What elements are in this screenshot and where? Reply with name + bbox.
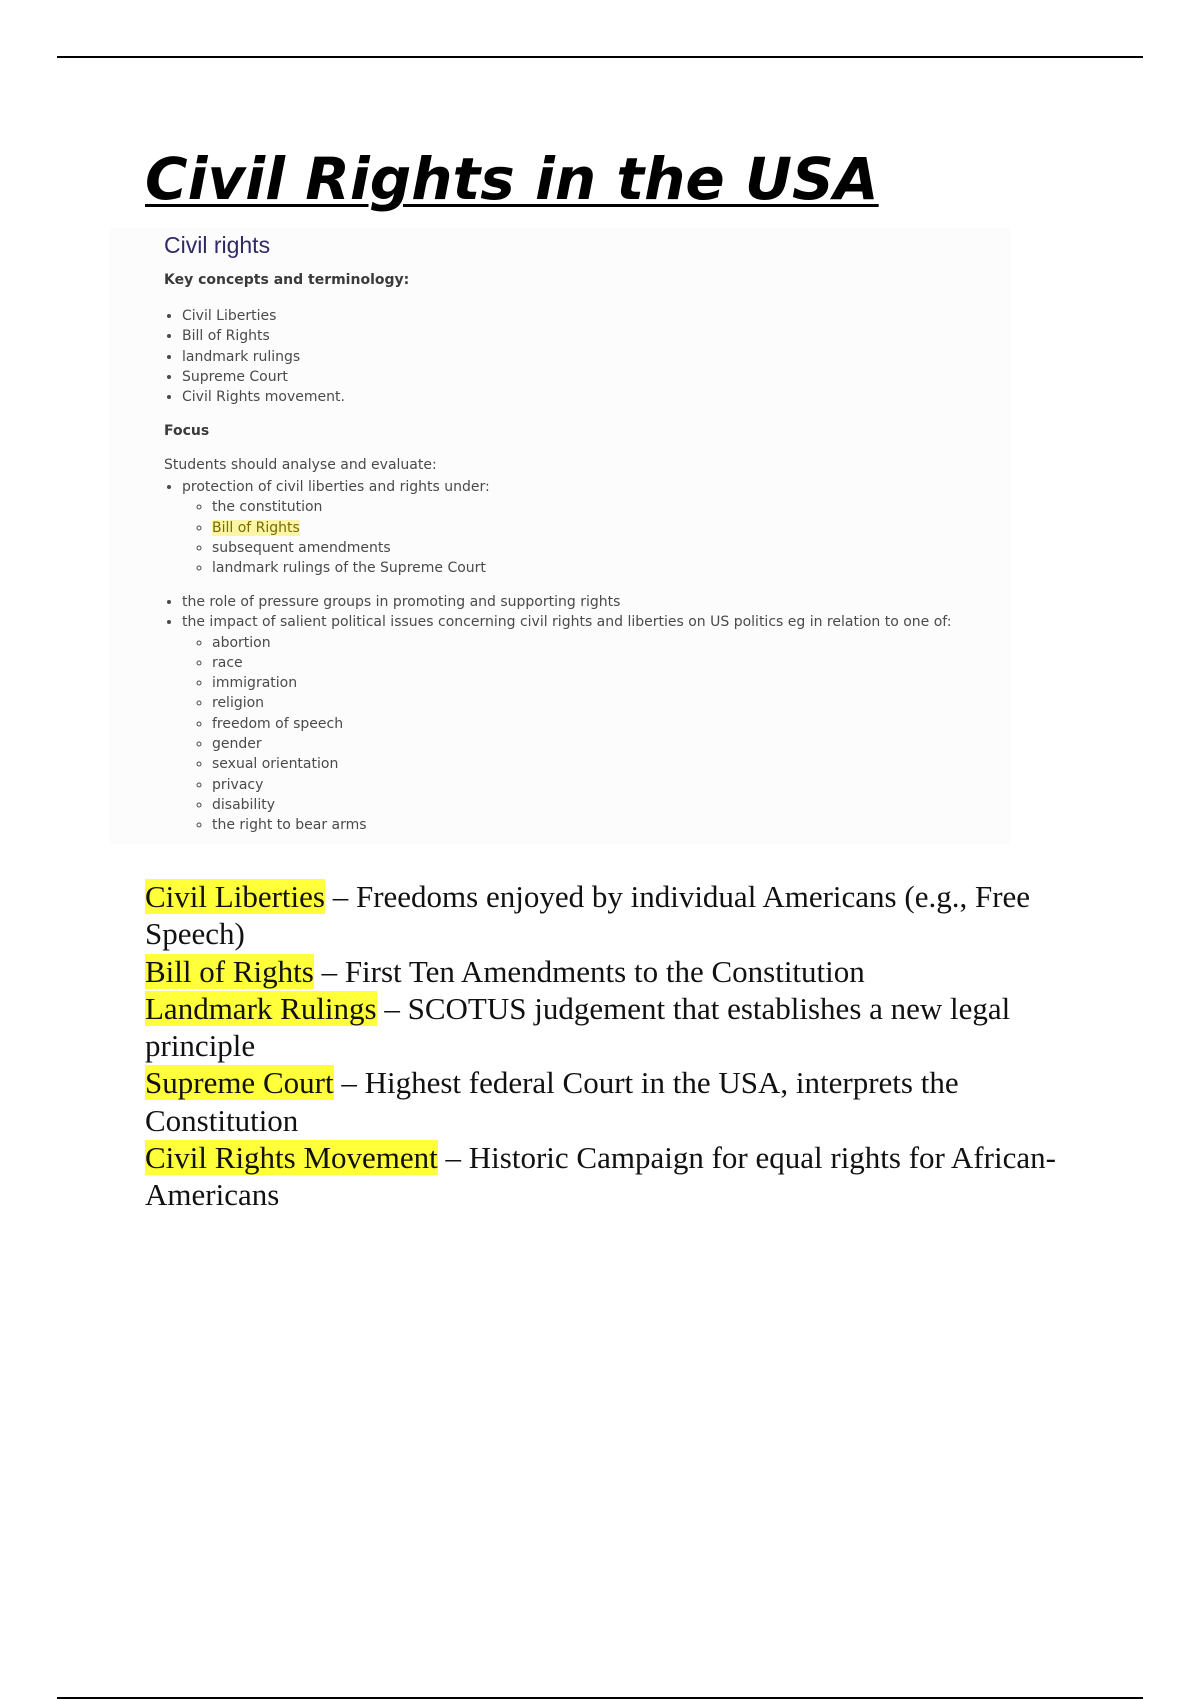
term-highlight: Supreme Court [145,1065,334,1101]
list-item: ◦ immigration [212,673,951,693]
list-item: • Civil Rights movement. [182,387,345,407]
list-item: • landmark rulings [182,347,345,367]
sub-list [182,497,490,578]
definition-civil-liberties [145,878,1075,953]
top-rule [57,56,1143,58]
definition-text: – Highest federal Court in the USA, interprets the Constitution [145,1065,959,1138]
list-item: • Civil Liberties [182,306,345,326]
key-concepts-label: Key concepts and terminology: [164,272,410,288]
list-item: ◦ abortion [212,633,951,653]
term-highlight: Bill of Rights [145,953,314,989]
list-item: ◦ sexual orientation [212,754,951,774]
list-item [182,612,951,835]
list-item: • Supreme Court [182,367,345,387]
list-item [182,477,490,578]
definitions [145,878,1075,1214]
term-highlight: Civil Rights Movement [145,1140,438,1176]
page-title: Civil Rights in the USA [145,145,879,213]
list-item: ◦ the constitution [212,497,490,517]
key-concepts-list [164,306,345,407]
definition-text: – Historic Campaign for equal rights for African-Americans [145,1140,1056,1213]
focus-list [164,477,490,578]
list-item: ◦ freedom of speech [212,714,951,734]
list-item: ◦ landmark rulings of the Supreme Court [212,558,490,578]
list-item [212,518,490,538]
list-item: • Bill of Rights [182,326,345,346]
definition-supreme-court [145,1064,1075,1139]
definition-civil-rights-movement [145,1139,1075,1214]
focus-list-continued [164,592,951,836]
list-item: ◦ gender [212,734,951,754]
definition-text: – First Ten Amendments to the Constitution [313,953,865,989]
term-highlight: Civil Liberties [145,879,325,914]
list-item: ◦ the right to bear arms [212,815,951,835]
list-item: ◦ religion [212,693,951,713]
list-item: ◦ subsequent amendments [212,538,490,558]
list-item: • the role of pressure groups in promoting and supporting rights [182,592,951,612]
list-item: ◦ disability [212,795,951,815]
focus-point-3: the impact of salient political issues concerning civil rights and liberties on US politics eg in relation to one of: [182,614,952,631]
list-item: ◦ race [212,653,951,673]
spec-heading: Civil rights [164,232,271,258]
bottom-rule [57,1697,1143,1699]
sub-list [182,633,951,836]
focus-intro: Students should analyse and evaluate: [164,457,437,473]
specification-image [110,228,1010,844]
focus-label: Focus [164,423,210,439]
definition-text: – Freedoms enjoyed by individual Americans (e.g., Free Speech) [145,879,1031,952]
highlighted-text: Bill of Rights [212,519,300,536]
definition-landmark-rulings [145,990,1075,1065]
definition-bill-of-rights [145,953,1075,990]
focus-point-1: protection of civil liberties and rights under: [182,479,490,495]
term-highlight: Landmark Rulings [145,990,377,1026]
list-item: ◦ privacy [212,775,951,795]
definition-text: – SCOTUS judgement that establishes a new legal principle [145,990,1011,1064]
